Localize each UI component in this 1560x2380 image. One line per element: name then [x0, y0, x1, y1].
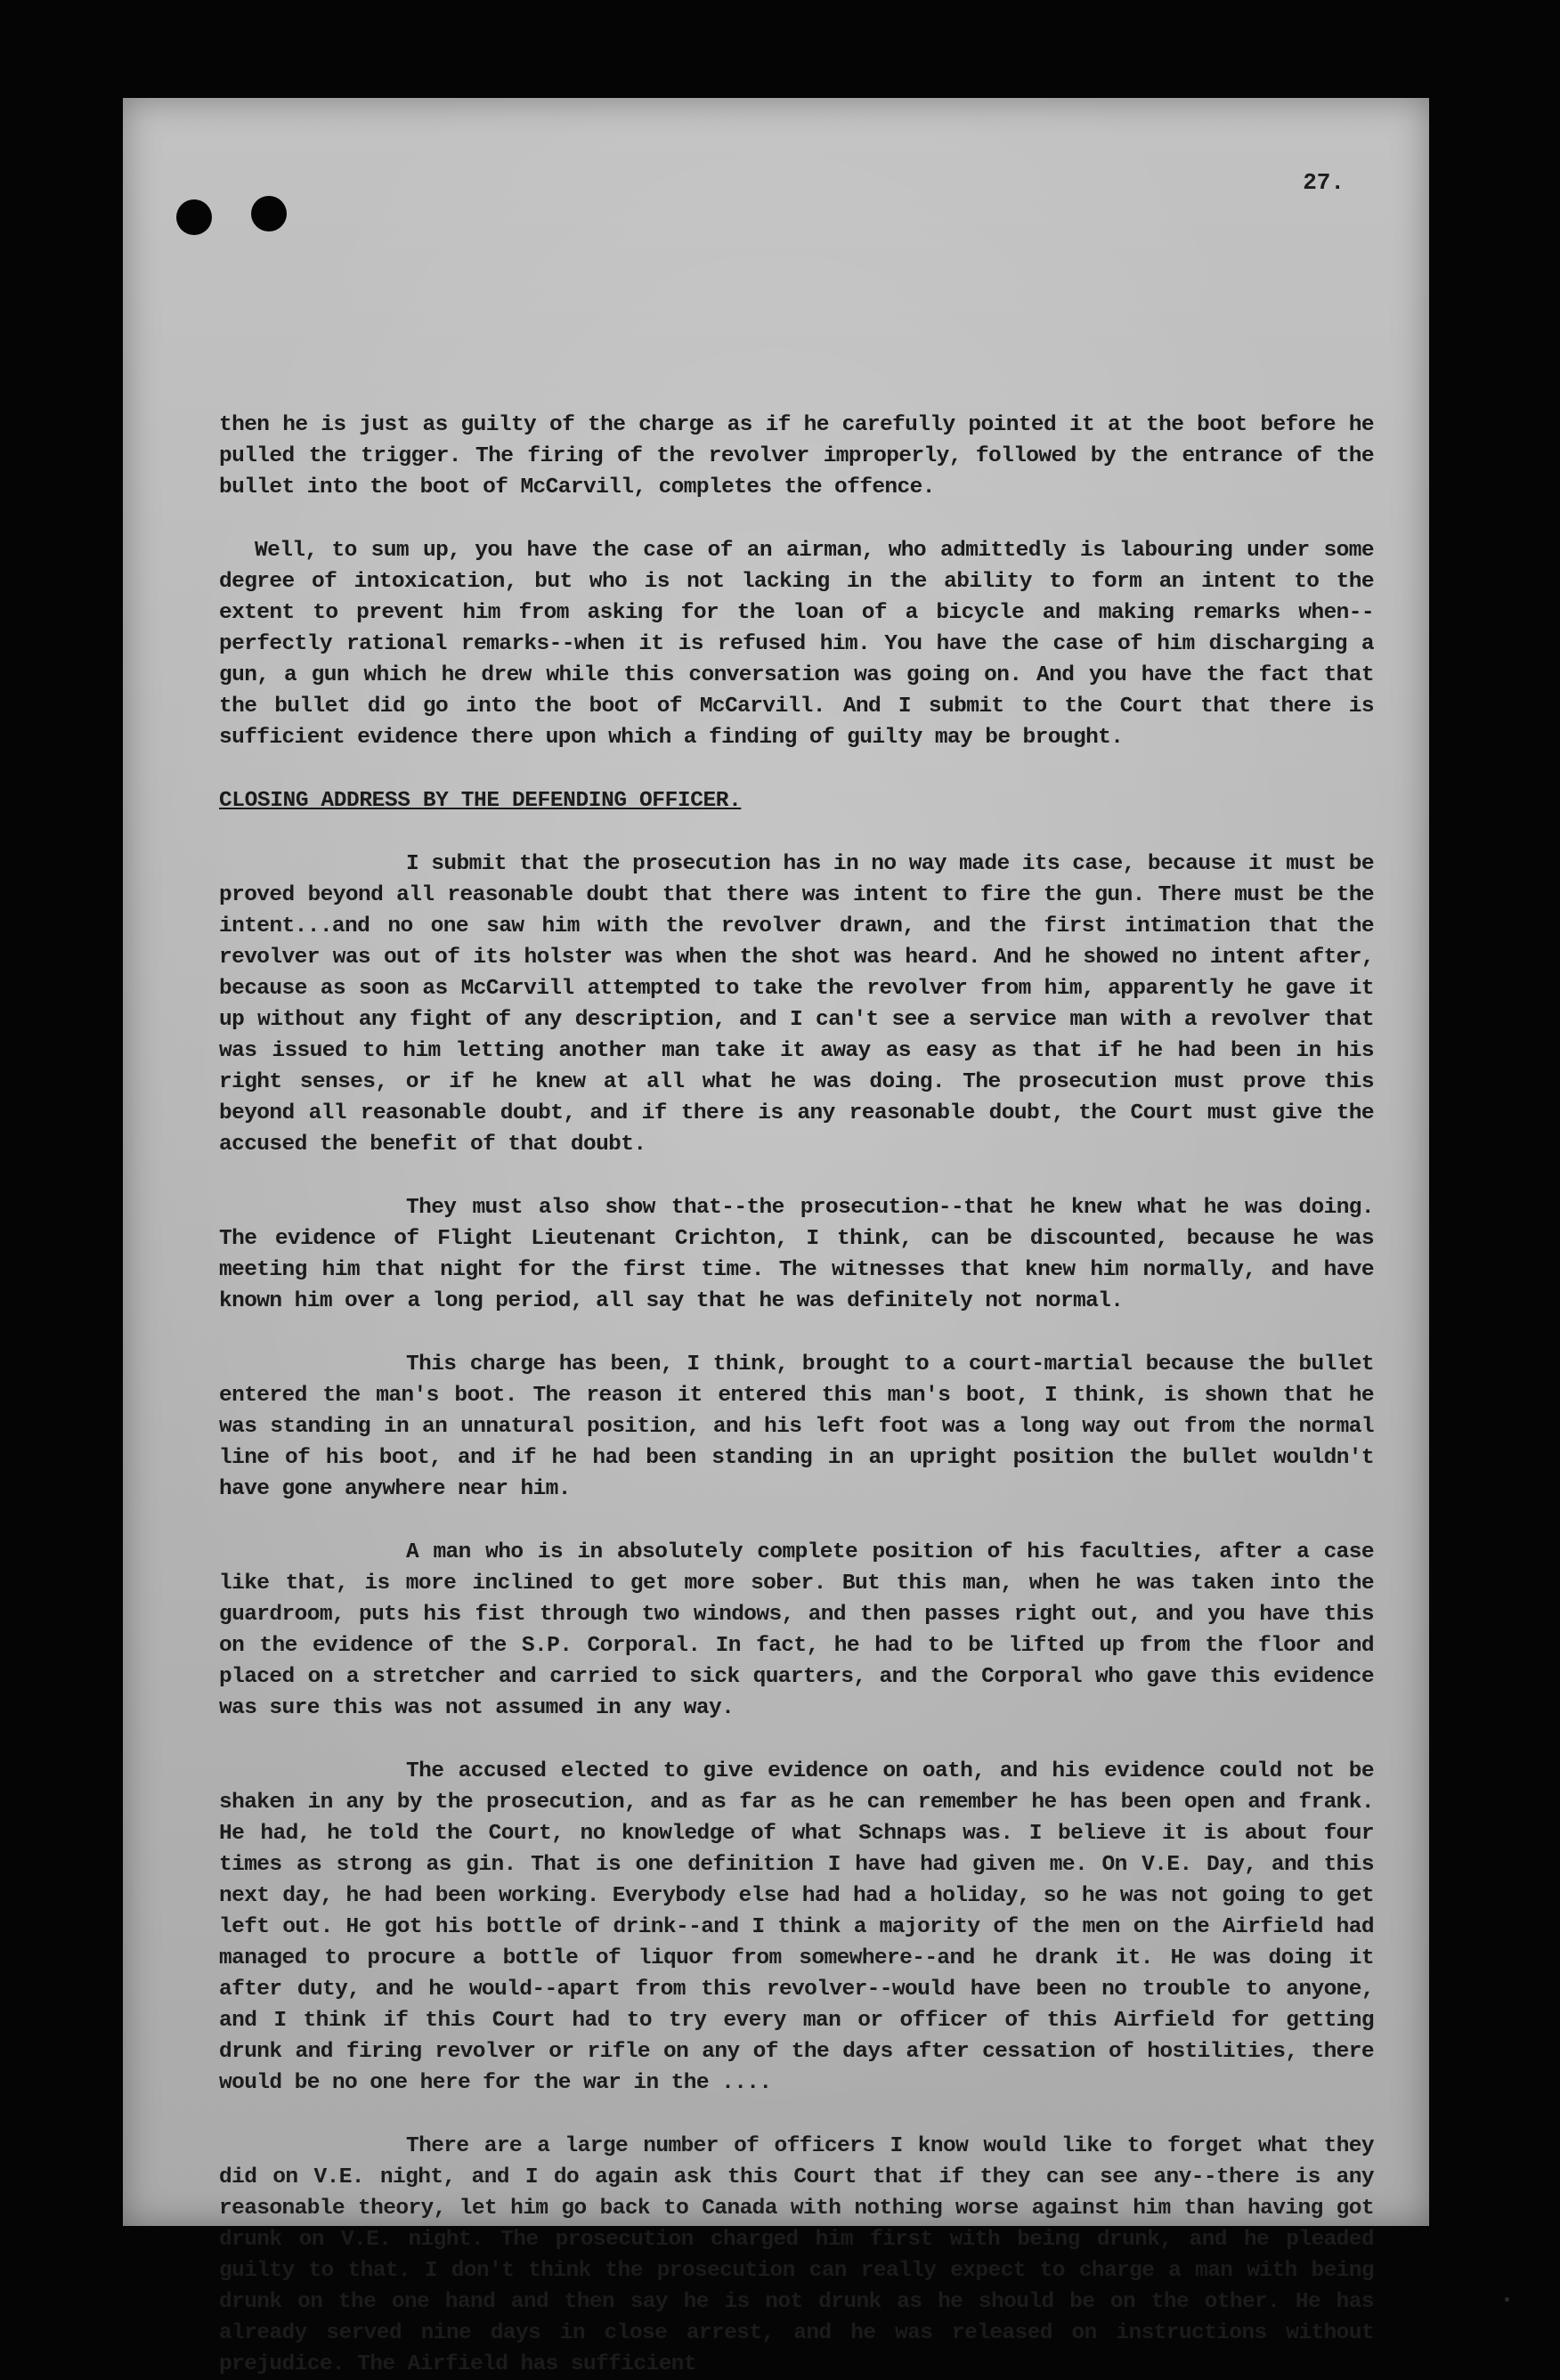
body-text — [219, 410, 1374, 2380]
punch-hole — [176, 199, 212, 235]
paragraph: A man who is in absolutely complete position of his faculties, after a case like that, is more inclined to get more sober. But this man, when he was taken into the guardroom, puts his fist through two windows, and then passes right out, and you have this on the evidence of the S.P. Corporal. In fact, he had to be lifted up from the floor and placed on a stretcher and carried to sick quarters, and the Corporal who gave this evidence was sure this was not assumed in any way. — [219, 1540, 1374, 1720]
paragraph: Well, to sum up, you have the case of an airman, who admittedly is labouring under some degree of intoxication, but who is not lacking in the ability to form an intent to the extent to prevent him from asking for the loan of a bicycle and making remarks when--perfectly rational remarks--when it is refused him. You have the case of him discharging a gun, a gun which he drew while this conversation was going on. And you have the fact that the bullet did go into the boot of McCarvill. And I submit to the Court that there is sufficient evidence there upon which a finding of guilty may be brought. — [219, 539, 1374, 750]
paragraph: then he is just as guilty of the charge as if he carefully pointed it at the boot before he pulled the trigger. The firing of the revolver improperly, followed by the entrance of the bullet into the boot of McCarvill, completes the offence. — [219, 413, 1374, 500]
paragraph: There are a large number of officers I know would like to forget what they did on V.E. night, and I do again ask this Court that if they can see any--there is any reasonable theory, let him go back to Canada with nothing worse against him than having got drunk on V.E. night. The prosecution charged him first with being drunk, and he pleaded guilty to that. I don't think the prosecution can really expect to charge a man with being drunk on the one hand and then say he is not drunk as he should be on the other. He has already served nine days in close arrest, and he was released on instructions without prejudice. The Airfield has sufficient — [219, 2134, 1374, 2376]
page-number: 27. — [1303, 169, 1345, 196]
scan-speck — [1505, 2297, 1509, 2302]
punch-hole — [251, 196, 287, 232]
section-heading: CLOSING ADDRESS BY THE DEFENDING OFFICER. — [219, 789, 742, 813]
paragraph: The accused elected to give evidence on oath, and his evidence could not be shaken in any by the prosecution, and as far as he can remember he has been open and frank. He had, he told the Court, no knowledge of what Schnaps was. I believe it is about four times as strong as gin. That is one definition I have had given me. On V.E. Day, and this next day, he had been working. Everybody else had had a holiday, so he was not going to get left out. He got his bottle of drink--and I think a majority of the men on the Airfield had managed to procure a bottle of liquor from somewhere--and he drank it. He was doing it after duty, and he would--apart from this revolver--would have been no trouble to anyone, and I think if this Court had to try every man or officer of this Airfield for getting drunk and firing revolver or rifle on any of the days after cessation of hostilities, there would be no one here for the war in the .... — [219, 1759, 1374, 2095]
paragraph: They must also show that--the prosecution--that he knew what he was doing. The evidence of Flight Lieutenant Crichton, I think, can be discounted, because he was meeting him that night for the first time. The witnesses that knew him normally, and have known him over a long period, all say that he was definitely not normal. — [219, 1196, 1374, 1313]
paragraph: This charge has been, I think, brought to a court-martial because the bullet entered the man's boot. The reason it entered this man's boot, I think, is shown that he was standing in an unnatural position, and his left foot was a long way out from the normal line of his boot, and if he had been standing in an upright position the bullet wouldn't have gone anywhere near him. — [219, 1352, 1374, 1501]
scan-speck — [53, 1327, 59, 1332]
document-page — [123, 98, 1429, 2376]
paragraph: I submit that the prosecution has in no way made its case, because it must be proved beyond all reasonable doubt that there was intent to fire the gun. There must be the intent...and no one saw him with the revolver drawn, and the first intimation that the revolver was out of its holster was when the shot was heard. And he showed no intent after, because as soon as McCarvill attempted to take the revolver from him, apparently he gave it up without any fight of any description, and I can't see a service man with a revolver that was issued to him letting another man take it away as easy as that if he had been in his right senses, or if he knew at all what he was doing. The prosecution must prove this beyond all reasonable doubt, and if there is any reasonable doubt, the Court must give the accused the benefit of that doubt. — [219, 852, 1374, 1157]
